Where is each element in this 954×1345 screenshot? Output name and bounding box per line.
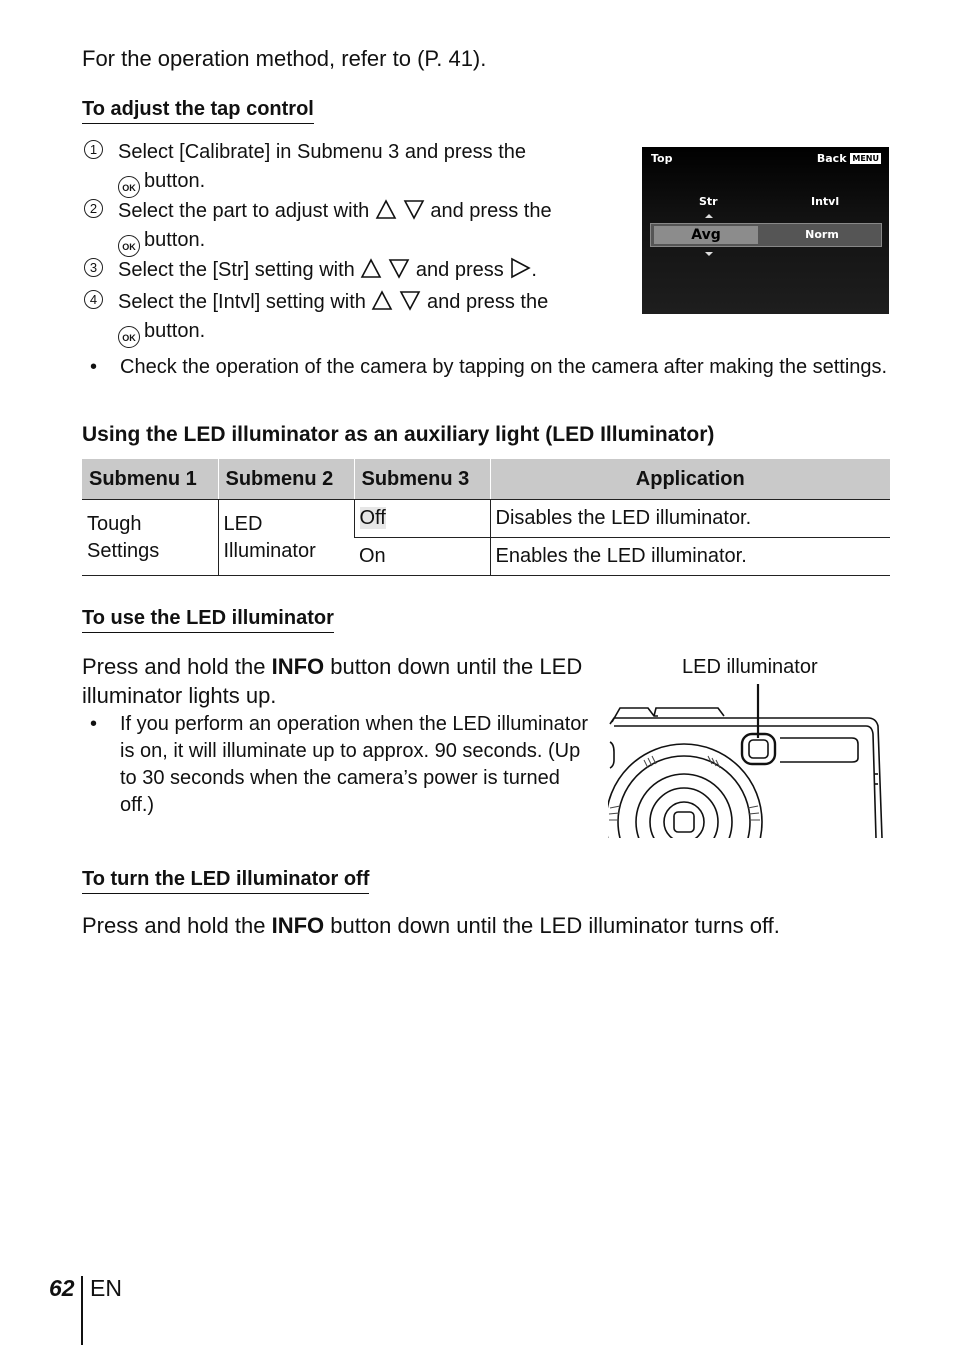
table-cell-sub1: Tough Settings bbox=[82, 500, 218, 576]
use-led-note: • If you perform an operation when the LED illuminator is on, it will illuminate up to approx. 90 seconds. (Up to 30 seconds when the camera’s power is turned off.) bbox=[90, 711, 590, 819]
camera-front-illustration bbox=[608, 682, 886, 838]
ok-button-icon: OK bbox=[118, 235, 140, 257]
step-text: Select the [Str] setting with bbox=[118, 259, 355, 281]
page-number: 62 bbox=[49, 1275, 75, 1301]
info-button-label: INFO bbox=[271, 913, 325, 938]
up-down-arrows-icon bbox=[371, 289, 421, 311]
up-down-arrows-icon bbox=[360, 257, 410, 279]
tap-note: • Check the operation of the camera by tapping on the camera after making the settings. bbox=[90, 354, 890, 381]
screen-up-arrow-icon bbox=[704, 213, 714, 219]
step-text-b: and press bbox=[415, 259, 504, 281]
info-button-label: INFO bbox=[271, 654, 325, 679]
led-submenu-table bbox=[82, 459, 890, 576]
step-number: 4 bbox=[84, 290, 103, 309]
step-2 bbox=[84, 197, 614, 257]
step-text: Select the [Intvl] setting with bbox=[118, 291, 366, 313]
step-text-2: button. bbox=[144, 320, 206, 342]
screen-top-label: Top bbox=[651, 152, 673, 165]
step-text-2: button. bbox=[144, 170, 206, 192]
led-section-heading: Using the LED illuminator as an auxiliary light (LED Illuminator) bbox=[82, 423, 715, 446]
turn-off-text bbox=[82, 911, 892, 940]
intro-text: For the operation method, refer to (P. 41). bbox=[82, 46, 487, 71]
step-3 bbox=[84, 256, 614, 285]
screen-down-arrow-icon bbox=[704, 251, 714, 257]
table-header: Application bbox=[490, 459, 890, 500]
camera-screen-figure bbox=[642, 147, 889, 314]
use-led-text bbox=[82, 652, 592, 710]
ok-button-icon: OK bbox=[118, 176, 140, 198]
turn-off-post: button down until the LED illuminator turns off. bbox=[324, 913, 780, 938]
turn-off-pre: Press and hold the bbox=[82, 913, 272, 938]
screen-col-intvl: Intvl bbox=[811, 195, 840, 208]
step-number: 1 bbox=[84, 140, 103, 159]
step-1 bbox=[84, 138, 614, 198]
default-value-highlight: Off bbox=[359, 507, 386, 529]
ok-button-icon: OK bbox=[118, 326, 140, 348]
table-cell-sub3 bbox=[354, 500, 490, 538]
table-cell-sub3: On bbox=[354, 538, 490, 576]
step-number: 2 bbox=[84, 199, 103, 218]
table-header: Submenu 2 bbox=[218, 459, 354, 500]
led-figure-label: LED illuminator bbox=[682, 656, 818, 678]
use-led-pre: Press and hold the bbox=[82, 654, 272, 679]
step-4 bbox=[84, 288, 614, 348]
screen-value-norm: Norm bbox=[805, 228, 839, 241]
table-header: Submenu 1 bbox=[82, 459, 218, 500]
use-led-note-text: If you perform an operation when the LED illuminator is on, it will illuminate up to approx. 90 seconds. (Up to 30 seconds when the camera’s power is turned off.) bbox=[120, 713, 589, 816]
step-number: 3 bbox=[84, 258, 103, 277]
right-arrow-icon bbox=[509, 257, 531, 279]
step-text: Select the part to adjust with bbox=[118, 200, 370, 222]
menu-badge-icon: MENU bbox=[852, 154, 879, 163]
table-cell-app: Disables the LED illuminator. bbox=[490, 500, 890, 538]
step-text-b: and press the bbox=[430, 200, 552, 222]
use-led-heading: To use the LED illuminator bbox=[82, 605, 334, 633]
up-down-arrows-icon bbox=[375, 198, 425, 220]
turn-off-heading: To turn the LED illuminator off bbox=[82, 866, 369, 894]
language-code: EN bbox=[90, 1275, 122, 1301]
screen-value-avg: Avg bbox=[654, 226, 758, 244]
tap-note-text: Check the operation of the camera by tapping on the camera after making the settings. bbox=[120, 356, 888, 378]
screen-selection-bar bbox=[650, 223, 882, 247]
table-cell-app: Enables the LED illuminator. bbox=[490, 538, 890, 576]
tap-control-heading: To adjust the tap control bbox=[82, 96, 314, 124]
use-led-post: button down until the LED illuminator lights up. bbox=[82, 654, 583, 708]
screen-back-label bbox=[817, 152, 881, 165]
step-text-c: . bbox=[531, 259, 537, 281]
table-cell-sub2: LED Illuminator bbox=[218, 500, 354, 576]
screen-back-text: Back bbox=[816, 152, 847, 165]
step-text-b: and press the bbox=[427, 291, 549, 313]
screen-col-str: Str bbox=[699, 195, 718, 208]
step-text: Select [Calibrate] in Submenu 3 and press the bbox=[118, 141, 527, 163]
step-text-2: button. bbox=[144, 229, 206, 251]
table-header: Submenu 3 bbox=[354, 459, 490, 500]
footer-divider bbox=[81, 1276, 83, 1345]
